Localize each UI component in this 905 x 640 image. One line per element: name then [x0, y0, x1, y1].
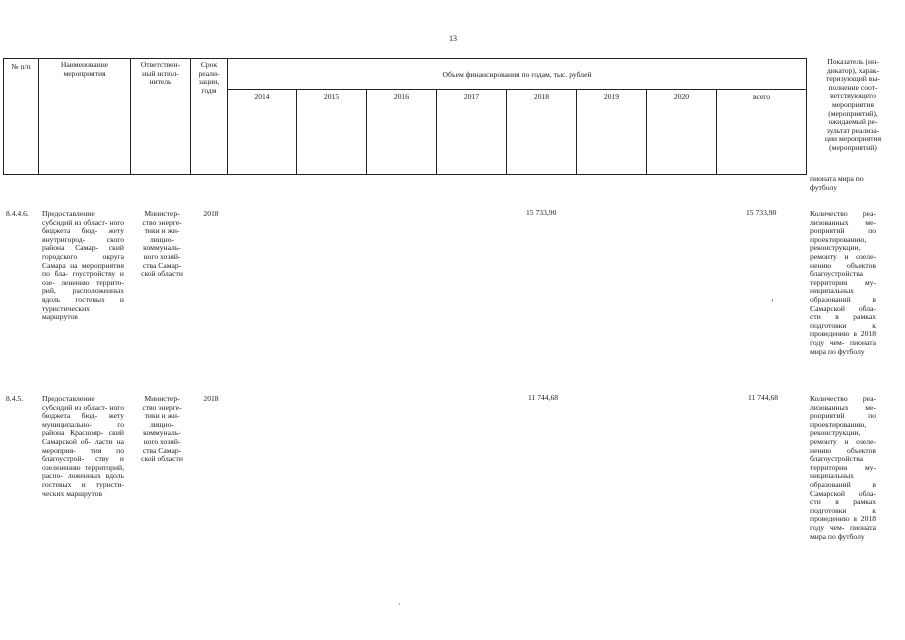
row-1-responsible: Министер- ство энерге- тики и жи- лищно- коммуналь- ного хозяй- ства Самар- ской области	[141, 209, 183, 279]
header-num: № п/п	[11, 62, 31, 71]
row-2-name: Предоставление субсидий из област- ного бюджета бюд- жету муниципально- го района Краснояр- ский Самарской об- ласти на мероприя- тия по благоустрой- ству и озеленению территорий, распо- ложенных вдоль гостевых и туристи- ческих маршрутов	[42, 394, 124, 498]
header-year-2014: 2014	[254, 92, 270, 101]
row-1-2018-value: 15 733,90	[526, 208, 557, 217]
header-year-2018: 2018	[533, 92, 550, 101]
row-1-indicator: Количество реа- лизованных ме- роприятий по проектированию, реконструкции, ремонту и озеле- нению объектов благоустройства территории му- ниципальных образований в Самарской обла- сти в рамках подготовки к проведению в 2018 году чем- пионата мира по футболу	[810, 209, 876, 356]
continuation-text: пионата мира по футболу	[810, 174, 864, 192]
scan-mark: ʼ	[771, 298, 774, 307]
row-2-responsible: Министер- ство энерге- тики и жи- лищно- коммуналь- ного хозяй- ства Самар- ской области	[141, 394, 183, 464]
row-2-num: 8.4.5.	[6, 394, 24, 403]
header-year-2015: 2015	[323, 92, 340, 101]
page-number: 13	[449, 34, 457, 43]
grid-line-8	[506, 89, 507, 175]
scan-mark: ·	[398, 600, 401, 609]
row-1-num: 8.4.4.6.	[6, 209, 29, 218]
row-1-deadline: 2018	[203, 209, 219, 218]
row-2-deadline: 2018	[203, 394, 219, 403]
header-year-2019: 2019	[603, 92, 620, 101]
grid-line-7	[436, 89, 437, 175]
header-deadline: Срок реали- зации, годм	[198, 60, 220, 95]
funding-title-divider	[227, 89, 806, 90]
row-1-name: Предоставление субсидий из област- ного бюджета бюд- жету внутригород- ского района Самар- ский городского округа Самара на мероприятия по бла- гоустройству и озе- ленению террито- рий, расположенных вдоль гостевых и туристических маршрутов	[42, 209, 124, 322]
table-top-border	[3, 58, 806, 59]
grid-line-11	[716, 89, 717, 175]
header-bottom-border	[3, 174, 806, 175]
grid-line-10	[646, 89, 647, 175]
header-responsible: Ответствен- ный испол- нитель	[140, 60, 181, 87]
header-indicator: Показатель (ин- дикатор), харак- теризующий вы- полнение соот- ветствующего мероприятия (мероприятий), ожидаемый ре- зультат реализа- ции мероприятия (мероприятий)	[824, 57, 882, 152]
grid-line-5	[296, 89, 297, 175]
grid-line-0	[3, 58, 4, 175]
header-year-2017: 2017	[463, 92, 480, 101]
header-funding-title: Объем финансирования по годам, тыс. рублей	[442, 70, 592, 79]
row-2-indicator: Количество реа- лизованных ме- роприятий по проектированию, реконструкции, ремонту и озеле- нению объектов благоустройства территории му- ниципальных образований в Самарской обла- сти в рамках подготовки к проведению в 2018 году чем- пионата мира по футболу	[810, 394, 876, 541]
header-year-total: всего	[752, 92, 771, 101]
grid-line-6	[366, 89, 367, 175]
row-2-2018-value: 11 744,68	[528, 393, 559, 402]
row-1-total-value: 15 733,90	[746, 208, 777, 217]
row-2-total-value: 11 744,68	[748, 393, 779, 402]
header-year-2020: 2020	[673, 92, 690, 101]
header-year-2016: 2016	[393, 92, 410, 101]
header-name: Наименование мероприятия	[60, 60, 109, 78]
grid-line-9	[576, 89, 577, 175]
